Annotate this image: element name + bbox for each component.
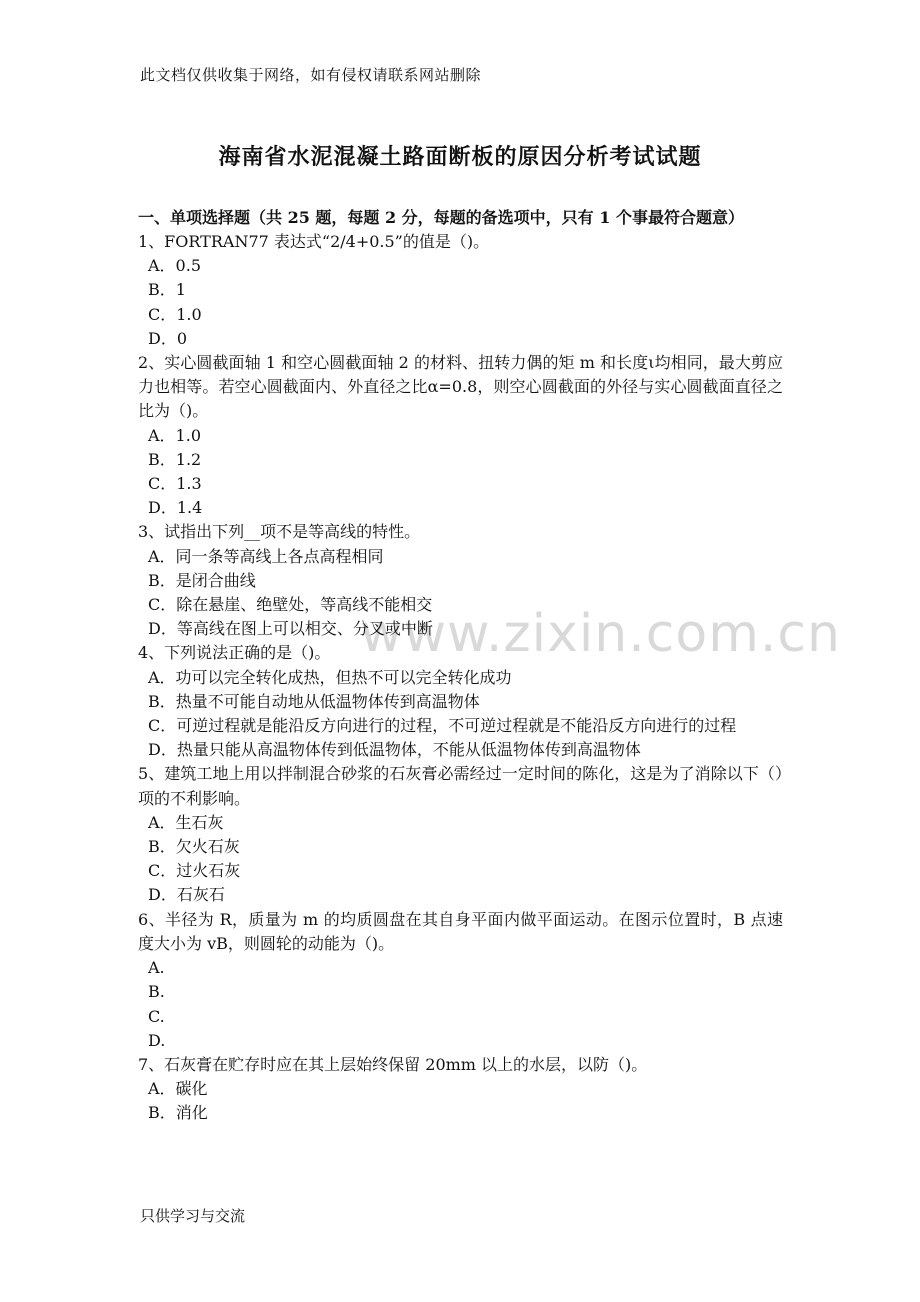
option-d: D．石灰石 [148,885,225,905]
question-5 [138,762,783,907]
option-b: B．1.2 [148,449,202,469]
question-1 [138,230,783,351]
option-a: A．同一条等高线上各点高程相同 [148,546,384,566]
question-text: 5、建筑工地上用以拌制混合砂浆的石灰膏必需经过一定时间的陈化，这是为了消除以下（）项的不利影响。 [138,764,783,808]
option-a: A．1.0 [148,425,202,445]
option-a: A．碳化 [148,1079,208,1099]
option-b: B．1 [148,280,186,300]
question-6 [138,908,783,1053]
section-heading: 一、单项选择题（共 25 题，每题 2 分，每题的备选项中，只有 1 个事最符合题意） [138,208,744,227]
question-text: 3、试指出下列__项不是等高线的特性。 [138,522,421,542]
option-d: D．热量只能从高温物体传到低温物体，不能从低温物体传到高温物体 [148,740,641,760]
question-text: 4、下列说法正确的是（)。 [138,643,331,663]
option-b: B．欠火石灰 [148,837,240,857]
option-b: B．是闭合曲线 [148,570,256,590]
footer-note: 只供学习与交流 [140,1207,246,1225]
option-a: A．生石灰 [148,812,224,832]
question-2 [138,351,783,520]
option-b: B．消化 [148,1103,208,1123]
document-body [138,206,783,1126]
option-d: D．1.4 [148,498,203,518]
question-text: 6、半径为 R，质量为 m 的均质圆盘在其自身平面内做平面运动。在图示位置时，B 点速度大小为 vB，则圆轮的动能为（)。 [138,909,783,953]
question-text: 2、实心圆截面轴 1 和空心圆截面轴 2 的材料、扭转力偶的矩 m 和长度ι均相同，最大剪应力也相等。若空心圆截面内、外直径之比α=0.8，则空心圆截面的外径与实心圆截面直径之比为（)。 [138,353,783,421]
option-c: C．可逆过程就是能沿反方向进行的过程，不可逆过程就是不能沿反方向进行的过程 [148,716,737,736]
option-d: D．0 [148,328,188,348]
option-d: D. [148,1030,166,1050]
option-a: A. [148,958,165,978]
option-c: C. [148,1006,165,1026]
watermark: www.zixin.com.cn [360,604,841,664]
header-note: 此文档仅供收集于网络，如有侵权请联系网站删除 [140,66,482,84]
option-c: C．1.3 [148,474,202,494]
question-text: 1、FORTRAN77 表达式“2/4+0.5”的值是（)。 [138,232,490,251]
option-a: A．0.5 [148,256,202,276]
option-c: C．1.0 [148,304,202,324]
option-d: D．等高线在图上可以相交、分叉或中断 [148,619,433,639]
option-b: B．热量不可能自动地从低温物体传到高温物体 [148,691,480,711]
question-4 [138,641,783,762]
option-b: B. [148,982,165,1002]
option-a: A．功可以完全转化成热，但热不可以完全转化成功 [148,667,512,687]
document-title: 海南省水泥混凝土路面断板的原因分析考试试题 [218,144,702,170]
option-c: C．过火石灰 [148,861,241,881]
question-3 [138,520,783,641]
option-c: C．除在悬崖、绝壁处，等高线不能相交 [148,595,433,615]
question-7 [138,1053,783,1126]
question-text: 7、石灰膏在贮存时应在其上层始终保留 20mm 以上的水层，以防（)。 [138,1054,648,1074]
